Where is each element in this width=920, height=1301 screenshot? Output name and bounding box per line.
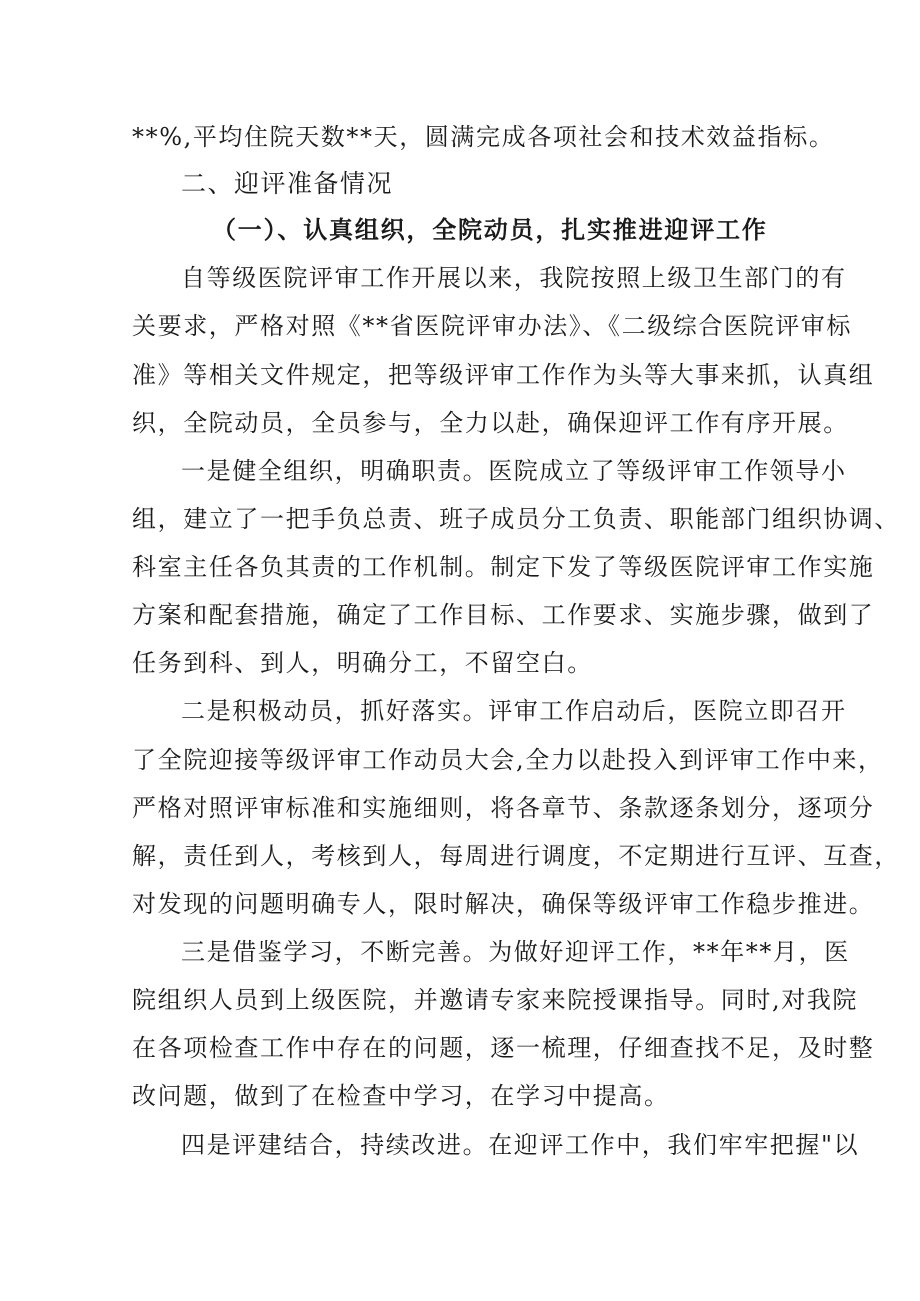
paragraph-line: **%,平均住院天数**天，圆满完成各项社会和技术效益指标。 — [132, 123, 835, 151]
paragraph-line: 院组织人员到上级医院，并邀请专家来院授课指导。同时,对我院 — [132, 986, 859, 1014]
paragraph-line: 科室主任各负其责的工作机制。制定下发了等级医院评审工作实施 — [132, 553, 875, 581]
paragraph-line: 三是借鉴学习，不断完善。为做好迎评工作，**年**月，医 — [181, 938, 850, 966]
paragraph-line: 织，全院动员，全员参与，全力以赴，确保迎评工作有序开展。 — [132, 409, 849, 437]
paragraph-line: 对发现的问题明确专人，限时解决，确保等级评审工作稳步推进。 — [132, 890, 875, 918]
paragraph-line: 四是评建结合，持续改进。在迎评工作中，我们牢牢把握"以 — [181, 1131, 860, 1159]
section-heading: 二、迎评准备情况 — [181, 169, 394, 198]
paragraph-line: 方案和配套措施，确定了工作目标、工作要求、实施步骤，做到了 — [132, 601, 875, 629]
paragraph-line: 了全院迎接等级评审工作动员大会,全力以赴投入到评审工作中来， — [132, 746, 884, 774]
paragraph-line: 解，责任到人，考核到人，每周进行调度，不定期进行互评、互查， — [132, 842, 900, 870]
paragraph-line: 在各项检查工作中存在的问题，逐一梳理，仔细查找不足，及时整 — [132, 1034, 875, 1062]
paragraph-line: 严格对照评审标准和实施细则，将各章节、条款逐条划分，逐项分 — [132, 794, 875, 822]
paragraph-line: 改问题，做到了在检查中学习，在学习中提高。 — [132, 1082, 670, 1110]
subsection-heading: （一）、认真组织，全院动员，扎实推进迎评工作 — [212, 215, 768, 244]
paragraph-line: 自等级医院评审工作开展以来，我院按照上级卫生部门的有 — [181, 264, 847, 292]
paragraph-line: 组，建立了一把手负总责、班子成员分工负责、职能部门组织协调、 — [132, 505, 900, 533]
paragraph-line: 一是健全组织，明确职责。医院成立了等级评审工作领导小 — [181, 457, 847, 485]
paragraph-line: 准》等相关文件规定，把等级评审工作作为头等大事来抓，认真组 — [132, 361, 875, 389]
paragraph-line: 关要求，严格对照《**省医院评审办法》、《二级综合医院评审标 — [132, 312, 852, 340]
paragraph-line: 二是积极动员，抓好落实。评审工作启动后，医院立即召开 — [181, 697, 847, 725]
paragraph-line: 任务到科、到人，明确分工，不留空白。 — [132, 649, 593, 677]
